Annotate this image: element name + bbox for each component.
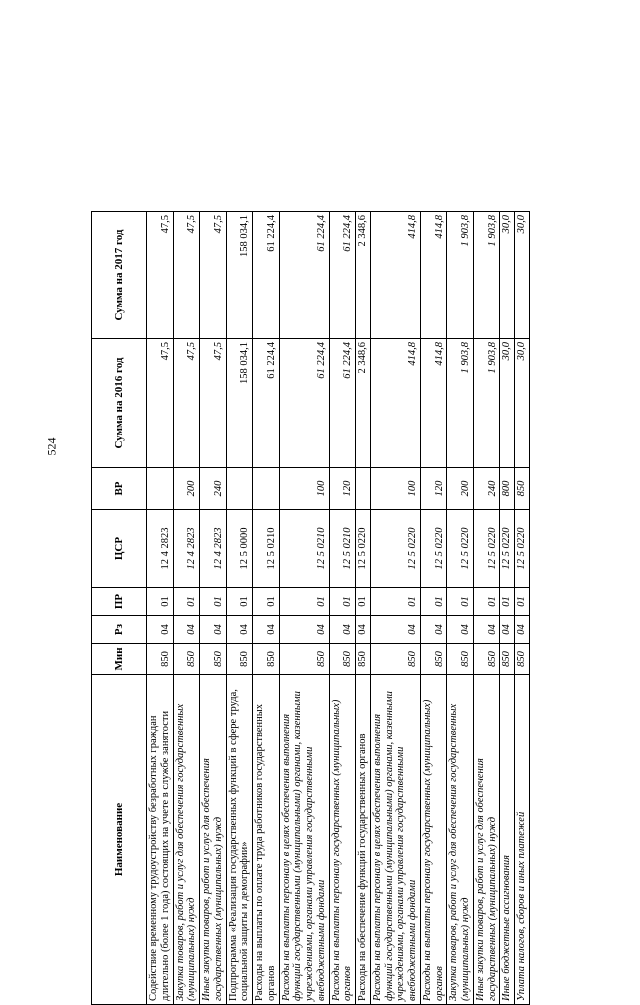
- cell-vr: [253, 468, 280, 510]
- table-row: [473, 212, 500, 1005]
- cell-pr: 01: [447, 588, 474, 616]
- cell-rz: 04: [329, 616, 356, 644]
- cell-min: 850: [420, 644, 447, 675]
- cell-csr: 12 5 0210: [253, 510, 280, 588]
- cell-name: Закупка товаров, работ и услуг для обеспечения государственных (муниципальных) нужд: [173, 675, 200, 1005]
- cell-pr: 01: [370, 588, 420, 616]
- cell-min: 850: [253, 644, 280, 675]
- cell-csr: 12 4 2823: [200, 510, 227, 588]
- cell-vr: 240: [473, 468, 500, 510]
- cell-sum-2017: 1 903,8: [447, 212, 474, 339]
- table-row: [226, 212, 253, 1005]
- cell-sum-2016: 61 224,4: [253, 339, 280, 468]
- cell-rz: 04: [200, 616, 227, 644]
- cell-name: Содействие временному трудоустройству безработных граждан длительно (более 1 года) состоящих на учете в службе занятости: [147, 675, 174, 1005]
- header-sum-2016: Сумма на 2016 год: [92, 339, 147, 468]
- header-csr: ЦСР: [92, 510, 147, 588]
- cell-sum-2017: 158 034,1: [226, 212, 253, 339]
- cell-rz: 04: [420, 616, 447, 644]
- cell-sum-2016: 47,5: [147, 339, 174, 468]
- cell-sum-2017: 47,5: [173, 212, 200, 339]
- cell-name: Закупка товаров, работ и услуг для обеспечения государственных (муниципальных) нужд: [447, 675, 474, 1005]
- cell-pr: 01: [515, 588, 530, 616]
- cell-sum-2017: 2 348,6: [356, 212, 371, 339]
- cell-sum-2017: 47,5: [200, 212, 227, 339]
- cell-vr: [226, 468, 253, 510]
- table-row: [500, 212, 515, 1005]
- cell-sum-2017: 414,8: [370, 212, 420, 339]
- cell-pr: 01: [279, 588, 329, 616]
- table-row: [200, 212, 227, 1005]
- table-row: [447, 212, 474, 1005]
- cell-min: 850: [356, 644, 371, 675]
- cell-min: 850: [447, 644, 474, 675]
- cell-name: Расходы на выплаты по оплате труда работников государственных органов: [253, 675, 280, 1005]
- cell-name: Расходы на выплаты персоналу в целях обеспечения выполнения функций государственными (муниципальными) органами, казенными учреждениями, органами управления государственными внебюджетными фондами: [370, 675, 420, 1005]
- cell-csr: 12 5 0220: [447, 510, 474, 588]
- cell-sum-2016: 61 224,4: [279, 339, 329, 468]
- cell-vr: 200: [173, 468, 200, 510]
- cell-sum-2017: 61 224,4: [253, 212, 280, 339]
- cell-rz: 04: [447, 616, 474, 644]
- cell-pr: 01: [200, 588, 227, 616]
- table-row: [253, 212, 280, 1005]
- cell-sum-2017: 1 903,8: [473, 212, 500, 339]
- cell-pr: 01: [253, 588, 280, 616]
- cell-name: Расходы на выплаты персоналу государственных (муниципальных) органов: [420, 675, 447, 1005]
- cell-min: 850: [515, 644, 530, 675]
- page-number: 524: [44, 437, 59, 456]
- table-row: [356, 212, 371, 1005]
- cell-sum-2017: 61 224,4: [329, 212, 356, 339]
- cell-vr: 240: [200, 468, 227, 510]
- header-name: Наименование: [92, 675, 147, 1005]
- cell-csr: 12 4 2823: [173, 510, 200, 588]
- cell-pr: 01: [147, 588, 174, 616]
- cell-rz: 04: [370, 616, 420, 644]
- header-min: Мин: [92, 644, 147, 675]
- cell-name: Иные закупки товаров, работ и услуг для обеспечения государственных (муниципальных) нужд: [473, 675, 500, 1005]
- cell-csr: 12 5 0220: [473, 510, 500, 588]
- cell-sum-2017: 30,0: [515, 212, 530, 339]
- cell-vr: 120: [420, 468, 447, 510]
- cell-sum-2016: 1 903,8: [473, 339, 500, 468]
- cell-csr: 12 5 0220: [500, 510, 515, 588]
- cell-rz: 04: [473, 616, 500, 644]
- cell-vr: 100: [279, 468, 329, 510]
- cell-min: 850: [279, 644, 329, 675]
- cell-csr: 12 5 0220: [515, 510, 530, 588]
- cell-csr: 12 5 0210: [279, 510, 329, 588]
- cell-name: Иные бюджетные ассигнования: [500, 675, 515, 1005]
- table-row: [279, 212, 329, 1005]
- cell-rz: 04: [253, 616, 280, 644]
- cell-min: 850: [473, 644, 500, 675]
- cell-name: Расходы на выплаты персоналу в целях обеспечения выполнения функций государственными (муниципальными) органами, казенными учреждениями, органами управления государственными внебюджетными фондами: [279, 675, 329, 1005]
- cell-min: 850: [226, 644, 253, 675]
- rotated-page-content: [91, 212, 640, 1005]
- cell-name: Иные закупки товаров, работ и услуг для обеспечения государственных (муниципальных) нужд: [200, 675, 227, 1005]
- cell-sum-2017: 30,0: [500, 212, 515, 339]
- cell-vr: 850: [515, 468, 530, 510]
- cell-sum-2016: 1 903,8: [447, 339, 474, 468]
- cell-vr: [147, 468, 174, 510]
- table-row: [420, 212, 447, 1005]
- table-row: [147, 212, 174, 1005]
- cell-rz: 04: [173, 616, 200, 644]
- cell-sum-2017: 47,5: [147, 212, 174, 339]
- cell-sum-2016: 47,5: [173, 339, 200, 468]
- cell-csr: 12 5 0220: [370, 510, 420, 588]
- budget-table: [91, 211, 530, 1005]
- cell-sum-2017: 414,8: [420, 212, 447, 339]
- table-row: [515, 212, 530, 1005]
- cell-sum-2016: 414,8: [370, 339, 420, 468]
- cell-sum-2017: 61 224,4: [279, 212, 329, 339]
- cell-csr: 12 4 2823: [147, 510, 174, 588]
- cell-name: Уплата налогов, сборов и иных платежей: [515, 675, 530, 1005]
- cell-vr: 100: [370, 468, 420, 510]
- table-row: [370, 212, 420, 1005]
- cell-name: Расходы на обеспечение функций государственных органов: [356, 675, 371, 1005]
- cell-min: 850: [147, 644, 174, 675]
- cell-sum-2016: 2 348,6: [356, 339, 371, 468]
- cell-sum-2016: 61 224,4: [329, 339, 356, 468]
- cell-sum-2016: 30,0: [500, 339, 515, 468]
- cell-pr: 01: [173, 588, 200, 616]
- cell-rz: 04: [500, 616, 515, 644]
- table-row: [173, 212, 200, 1005]
- cell-csr: 12 5 0220: [420, 510, 447, 588]
- cell-rz: 04: [515, 616, 530, 644]
- cell-vr: [356, 468, 371, 510]
- header-pr: ПР: [92, 588, 147, 616]
- cell-pr: 01: [500, 588, 515, 616]
- header-sum-2017: Сумма на 2017 год: [92, 212, 147, 339]
- cell-min: 850: [500, 644, 515, 675]
- cell-sum-2016: 414,8: [420, 339, 447, 468]
- cell-rz: 04: [226, 616, 253, 644]
- header-vr: ВР: [92, 468, 147, 510]
- table-body: [147, 212, 530, 1005]
- cell-sum-2016: 30,0: [515, 339, 530, 468]
- cell-vr: 800: [500, 468, 515, 510]
- cell-sum-2016: 47,5: [200, 339, 227, 468]
- header-rz: Рз: [92, 616, 147, 644]
- cell-name: Подпрограмма «Реализация государственных функций в сфере труда, социальной защиты и демографии»: [226, 675, 253, 1005]
- cell-min: 850: [173, 644, 200, 675]
- cell-rz: 04: [279, 616, 329, 644]
- cell-pr: 01: [473, 588, 500, 616]
- cell-csr: 12 5 0210: [329, 510, 356, 588]
- cell-rz: 04: [356, 616, 371, 644]
- table-row: [329, 212, 356, 1005]
- table-header-row: [92, 212, 147, 1005]
- cell-vr: 120: [329, 468, 356, 510]
- cell-name: Расходы на выплаты персоналу государственных (муниципальных) органов: [329, 675, 356, 1005]
- cell-csr: 12 5 0220: [356, 510, 371, 588]
- cell-min: 850: [329, 644, 356, 675]
- cell-pr: 01: [356, 588, 371, 616]
- cell-pr: 01: [226, 588, 253, 616]
- cell-min: 850: [370, 644, 420, 675]
- cell-pr: 01: [329, 588, 356, 616]
- cell-csr: 12 5 0000: [226, 510, 253, 588]
- cell-rz: 04: [147, 616, 174, 644]
- cell-pr: 01: [420, 588, 447, 616]
- cell-sum-2016: 158 034,1: [226, 339, 253, 468]
- cell-min: 850: [200, 644, 227, 675]
- cell-vr: 200: [447, 468, 474, 510]
